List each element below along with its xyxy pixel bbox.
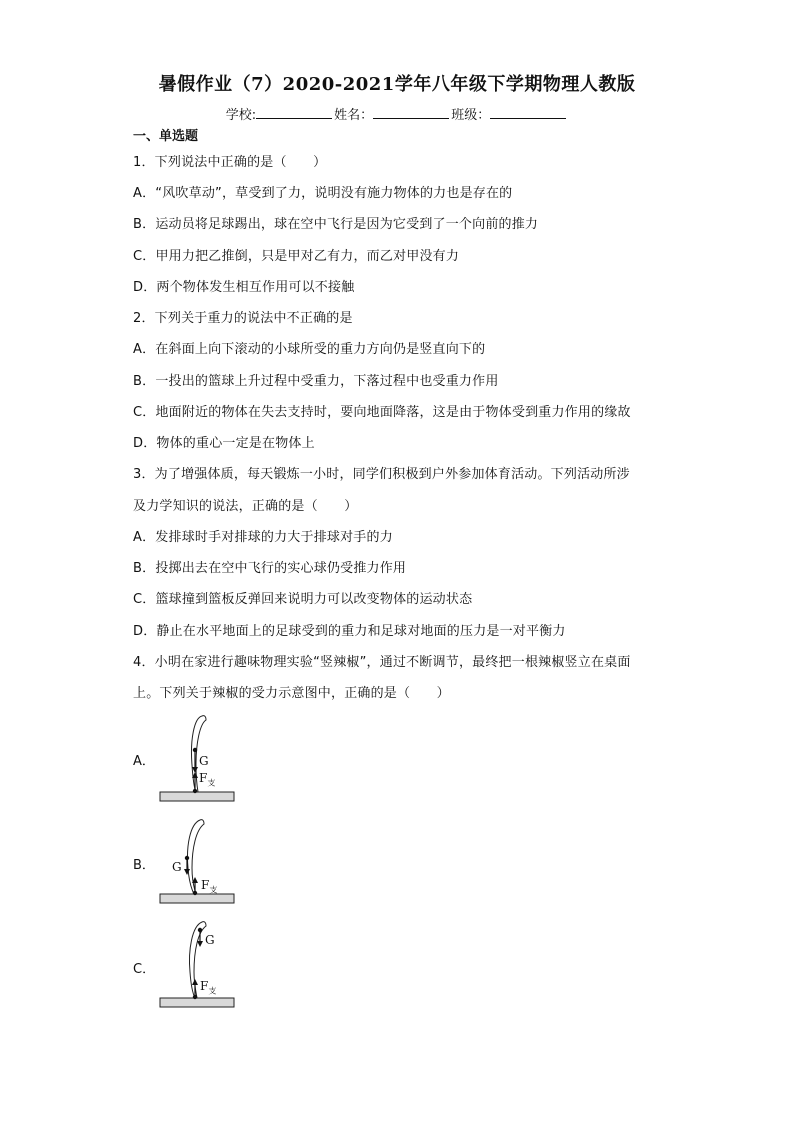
student-info-line [0,104,794,123]
question-3-option-d: D．静止在水平地面上的足球受到的重力和足球对地面的压力是一对平衡力 [133,624,566,639]
question-3-stem-line-1: 3．为了增强体质，每天锻炼一小时，同学们积极到户外参加体育活动。下列活动所涉 [133,467,630,482]
question-4-option-c-label: C． [133,962,156,977]
name-label: 姓名： [334,108,374,123]
question-2-option-c: C．地面附近的物体在失去支持时，要向地面降落，这是由于物体受到重力作用的缘故 [133,405,631,420]
question-2-option-a: A．在斜面上向下滚动的小球所受的重力方向仍是竖直向下的 [133,342,486,357]
question-3-stem-line-2: 及力学知识的说法，正确的是（ ） [133,499,358,514]
question-4-figure-b [150,812,250,912]
question-1-option-a: A．“风吹草动”，草受到了力，说明没有施力物体的力也是存在的 [133,186,513,201]
question-4-stem-line-2: 上。下列关于辣椒的受力示意图中，正确的是（ ） [133,686,450,701]
question-4-option-a-label: A． [133,754,155,769]
pepper-force-diagram-b [150,812,250,912]
question-2-option-d: D．物体的重心一定是在物体上 [133,436,315,451]
question-1-option-b: B．运动员将足球踢出，球在空中飞行是因为它受到了一个向前的推力 [133,217,539,232]
section-heading: 一、单选题 [133,129,199,144]
question-4-figure-c [150,916,250,1016]
support-label-a: $F_支$ [199,771,216,788]
question-1-stem: 1．下列说法中正确的是（ ） [133,155,327,170]
support-label-b: $F_支$ [201,878,218,895]
gravity-label-a: G [199,754,209,768]
gravity-label-b: G [172,860,182,874]
support-label-c: $F_支$ [200,979,217,996]
document-title: 暑假作业（7）2020-2021学年八年级下学期物理人教版 [158,74,636,95]
question-1-option-c: C．甲用力把乙推倒，只是甲对乙有力，而乙对甲没有力 [133,249,460,264]
question-1-option-d: D．两个物体发生相互作用可以不接触 [133,280,355,295]
question-3-option-a: A．发排球时手对排球的力大于排球对手的力 [133,530,393,545]
class-blank [490,106,566,119]
question-2-stem: 2．下列关于重力的说法中不正确的是 [133,311,353,326]
question-4-option-b-label: B． [133,858,155,873]
question-3-option-c: C．篮球撞到篮板反弹回来说明力可以改变物体的运动状态 [133,592,473,607]
gravity-label-c: G [205,933,215,947]
name-blank [373,106,449,119]
question-4-stem-line-1: 4．小明在家进行趣味物理实验“竖辣椒”，通过不断调节，最终把一根辣椒竖立在桌面 [133,655,631,670]
school-blank [256,106,332,119]
question-3-option-b: B．投掷出去在空中飞行的实心球仍受推力作用 [133,561,407,576]
school-label: 学校: [225,108,257,123]
question-2-option-b: B．一投出的篮球上升过程中受重力，下落过程中也受重力作用 [133,374,499,389]
class-label: 班级： [451,108,491,123]
question-4-figure-a [150,710,250,810]
pepper-force-diagram-c [150,916,250,1016]
